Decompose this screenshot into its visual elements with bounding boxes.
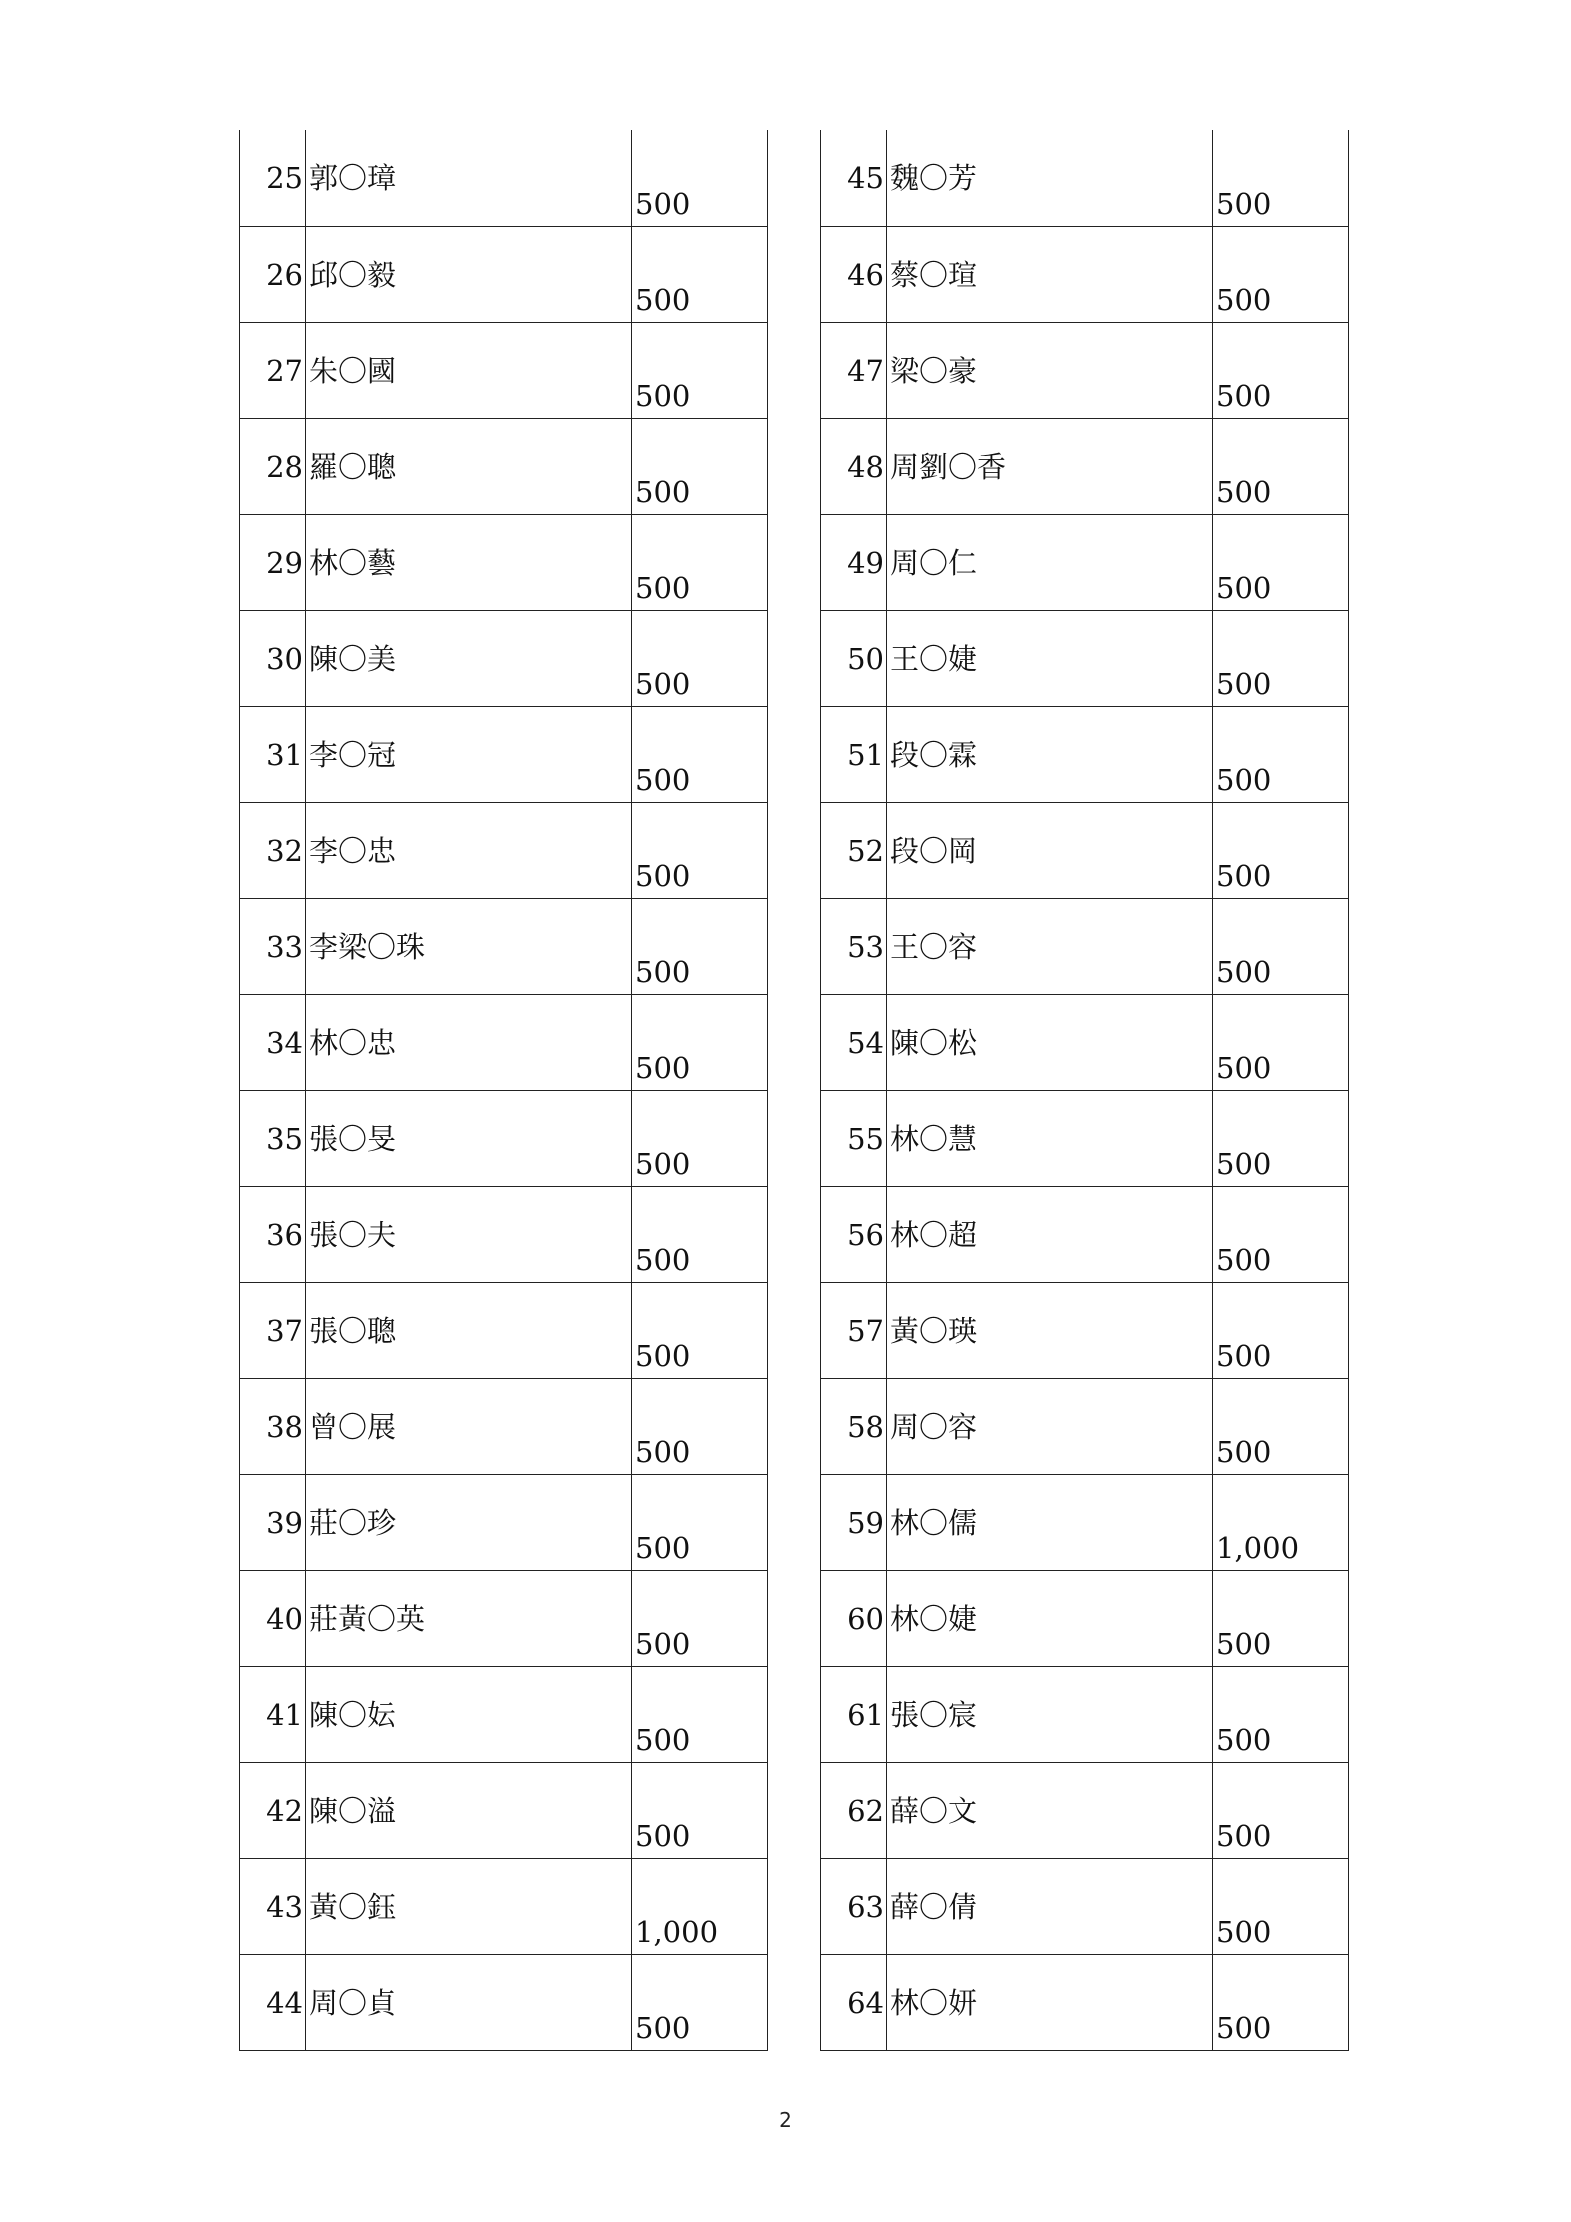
table-row <box>821 1570 1349 1666</box>
donation-amount: 500 <box>632 1186 768 1282</box>
table-row <box>240 1570 768 1666</box>
donation-amount: 500 <box>632 1954 768 2050</box>
table-row <box>240 1186 768 1282</box>
donor-name: 羅〇聰 <box>306 418 632 514</box>
donation-amount: 500 <box>1213 1762 1349 1858</box>
donor-name: 陳〇妘 <box>306 1666 632 1762</box>
table-row <box>821 898 1349 994</box>
row-number: 46 <box>821 226 887 322</box>
donor-name: 王〇婕 <box>887 610 1213 706</box>
donor-name: 陳〇松 <box>887 994 1213 1090</box>
donor-table-right <box>820 130 1349 2051</box>
donation-amount: 500 <box>632 1378 768 1474</box>
table-row <box>821 1762 1349 1858</box>
row-number: 53 <box>821 898 887 994</box>
donation-amount: 500 <box>1213 1378 1349 1474</box>
donor-name: 李〇冠 <box>306 706 632 802</box>
table-row <box>240 1858 768 1954</box>
donation-amount: 500 <box>1213 514 1349 610</box>
table-row <box>821 418 1349 514</box>
table-row <box>821 1666 1349 1762</box>
donation-amount: 500 <box>1213 322 1349 418</box>
table-row <box>821 514 1349 610</box>
table-row <box>240 322 768 418</box>
row-number: 63 <box>821 1858 887 1954</box>
donation-amount: 1,000 <box>1213 1474 1349 1570</box>
row-number: 26 <box>240 226 306 322</box>
donor-name: 張〇旻 <box>306 1090 632 1186</box>
table-row <box>240 1762 768 1858</box>
row-number: 25 <box>240 130 306 226</box>
donation-amount: 500 <box>1213 1666 1349 1762</box>
row-number: 31 <box>240 706 306 802</box>
donation-amount: 500 <box>1213 130 1349 226</box>
donation-amount: 500 <box>1213 1186 1349 1282</box>
donation-amount: 500 <box>632 130 768 226</box>
table-row <box>240 994 768 1090</box>
donor-name: 王〇容 <box>887 898 1213 994</box>
donor-name: 林〇藝 <box>306 514 632 610</box>
row-number: 34 <box>240 994 306 1090</box>
row-number: 48 <box>821 418 887 514</box>
donation-amount: 500 <box>632 1090 768 1186</box>
table-row <box>240 898 768 994</box>
donation-amount: 500 <box>1213 1858 1349 1954</box>
row-number: 54 <box>821 994 887 1090</box>
table-row <box>240 514 768 610</box>
donor-name: 黃〇鈺 <box>306 1858 632 1954</box>
donation-amount: 500 <box>632 1666 768 1762</box>
donor-name: 李〇忠 <box>306 802 632 898</box>
table-row <box>821 1474 1349 1570</box>
donation-amount: 500 <box>1213 418 1349 514</box>
table-row <box>240 706 768 802</box>
table-row <box>240 1090 768 1186</box>
row-number: 45 <box>821 130 887 226</box>
donor-name: 陳〇美 <box>306 610 632 706</box>
table-row <box>240 1282 768 1378</box>
table-row <box>240 226 768 322</box>
donor-name: 曾〇展 <box>306 1378 632 1474</box>
donation-amount: 500 <box>632 1570 768 1666</box>
row-number: 62 <box>821 1762 887 1858</box>
table-row <box>821 226 1349 322</box>
row-number: 30 <box>240 610 306 706</box>
donor-name: 張〇聰 <box>306 1282 632 1378</box>
row-number: 37 <box>240 1282 306 1378</box>
donation-amount: 500 <box>1213 610 1349 706</box>
row-number: 27 <box>240 322 306 418</box>
donation-amount: 500 <box>632 322 768 418</box>
donor-table-left-body <box>240 130 768 2050</box>
donation-amount: 500 <box>1213 706 1349 802</box>
donor-name: 張〇宸 <box>887 1666 1213 1762</box>
donation-amount: 500 <box>1213 898 1349 994</box>
donor-table-right-body <box>821 130 1349 2050</box>
donation-amount: 500 <box>632 994 768 1090</box>
table-row <box>821 322 1349 418</box>
donation-amount: 500 <box>632 706 768 802</box>
donor-name: 薛〇倩 <box>887 1858 1213 1954</box>
donation-amount: 500 <box>1213 226 1349 322</box>
table-row <box>821 994 1349 1090</box>
table-row <box>821 802 1349 898</box>
row-number: 56 <box>821 1186 887 1282</box>
table-row <box>821 610 1349 706</box>
donation-amount: 500 <box>632 418 768 514</box>
donation-amount: 500 <box>632 802 768 898</box>
donation-amount: 500 <box>632 610 768 706</box>
donation-amount: 500 <box>632 226 768 322</box>
table-row <box>240 802 768 898</box>
donor-name: 林〇慧 <box>887 1090 1213 1186</box>
donation-amount: 500 <box>632 898 768 994</box>
donor-name: 林〇婕 <box>887 1570 1213 1666</box>
donation-amount: 500 <box>1213 802 1349 898</box>
donation-amount: 500 <box>632 1282 768 1378</box>
donor-name: 周〇仁 <box>887 514 1213 610</box>
row-number: 49 <box>821 514 887 610</box>
row-number: 61 <box>821 1666 887 1762</box>
row-number: 60 <box>821 1570 887 1666</box>
table-row <box>821 1282 1349 1378</box>
row-number: 42 <box>240 1762 306 1858</box>
donation-amount: 500 <box>1213 994 1349 1090</box>
row-number: 36 <box>240 1186 306 1282</box>
row-number: 52 <box>821 802 887 898</box>
table-row <box>240 130 768 226</box>
donor-name: 林〇忠 <box>306 994 632 1090</box>
table-row <box>240 1954 768 2050</box>
donor-name: 林〇超 <box>887 1186 1213 1282</box>
row-number: 51 <box>821 706 887 802</box>
donor-name: 段〇霖 <box>887 706 1213 802</box>
table-row <box>240 610 768 706</box>
donor-name: 黃〇瑛 <box>887 1282 1213 1378</box>
donation-amount: 500 <box>632 1762 768 1858</box>
table-row <box>240 418 768 514</box>
donation-amount: 500 <box>1213 1570 1349 1666</box>
donation-amount: 500 <box>1213 1090 1349 1186</box>
donor-name: 李梁〇珠 <box>306 898 632 994</box>
table-row <box>240 1378 768 1474</box>
row-number: 64 <box>821 1954 887 2050</box>
donor-name: 魏〇芳 <box>887 130 1213 226</box>
donation-amount: 500 <box>1213 1954 1349 2050</box>
donor-name: 林〇儒 <box>887 1474 1213 1570</box>
row-number: 32 <box>240 802 306 898</box>
table-row <box>821 1090 1349 1186</box>
donor-name: 邱〇毅 <box>306 226 632 322</box>
donor-name: 莊黃〇英 <box>306 1570 632 1666</box>
row-number: 33 <box>240 898 306 994</box>
donor-name: 郭〇璋 <box>306 130 632 226</box>
row-number: 55 <box>821 1090 887 1186</box>
row-number: 58 <box>821 1378 887 1474</box>
donor-name: 梁〇豪 <box>887 322 1213 418</box>
table-row <box>240 1474 768 1570</box>
table-row <box>821 1954 1349 2050</box>
row-number: 59 <box>821 1474 887 1570</box>
donor-name: 薛〇文 <box>887 1762 1213 1858</box>
donor-table-left <box>239 130 768 2051</box>
donation-amount: 1,000 <box>632 1858 768 1954</box>
row-number: 47 <box>821 322 887 418</box>
row-number: 57 <box>821 1282 887 1378</box>
donor-name: 周〇容 <box>887 1378 1213 1474</box>
row-number: 28 <box>240 418 306 514</box>
donor-name: 莊〇珍 <box>306 1474 632 1570</box>
row-number: 41 <box>240 1666 306 1762</box>
donation-amount: 500 <box>1213 1282 1349 1378</box>
donor-name: 張〇夫 <box>306 1186 632 1282</box>
row-number: 50 <box>821 610 887 706</box>
table-row <box>821 1186 1349 1282</box>
donor-name: 周〇貞 <box>306 1954 632 2050</box>
table-row <box>821 130 1349 226</box>
donor-name: 陳〇溢 <box>306 1762 632 1858</box>
donor-name: 周劉〇香 <box>887 418 1213 514</box>
donor-name: 段〇岡 <box>887 802 1213 898</box>
donor-name: 朱〇國 <box>306 322 632 418</box>
row-number: 39 <box>240 1474 306 1570</box>
table-row <box>821 706 1349 802</box>
table-row <box>821 1858 1349 1954</box>
row-number: 35 <box>240 1090 306 1186</box>
donor-name: 蔡〇瑄 <box>887 226 1213 322</box>
row-number: 44 <box>240 1954 306 2050</box>
donation-amount: 500 <box>632 514 768 610</box>
table-row <box>240 1666 768 1762</box>
donor-name: 林〇妍 <box>887 1954 1213 2050</box>
donation-amount: 500 <box>632 1474 768 1570</box>
page-number: 2 <box>779 2108 792 2132</box>
table-row <box>821 1378 1349 1474</box>
row-number: 40 <box>240 1570 306 1666</box>
row-number: 29 <box>240 514 306 610</box>
row-number: 38 <box>240 1378 306 1474</box>
row-number: 43 <box>240 1858 306 1954</box>
